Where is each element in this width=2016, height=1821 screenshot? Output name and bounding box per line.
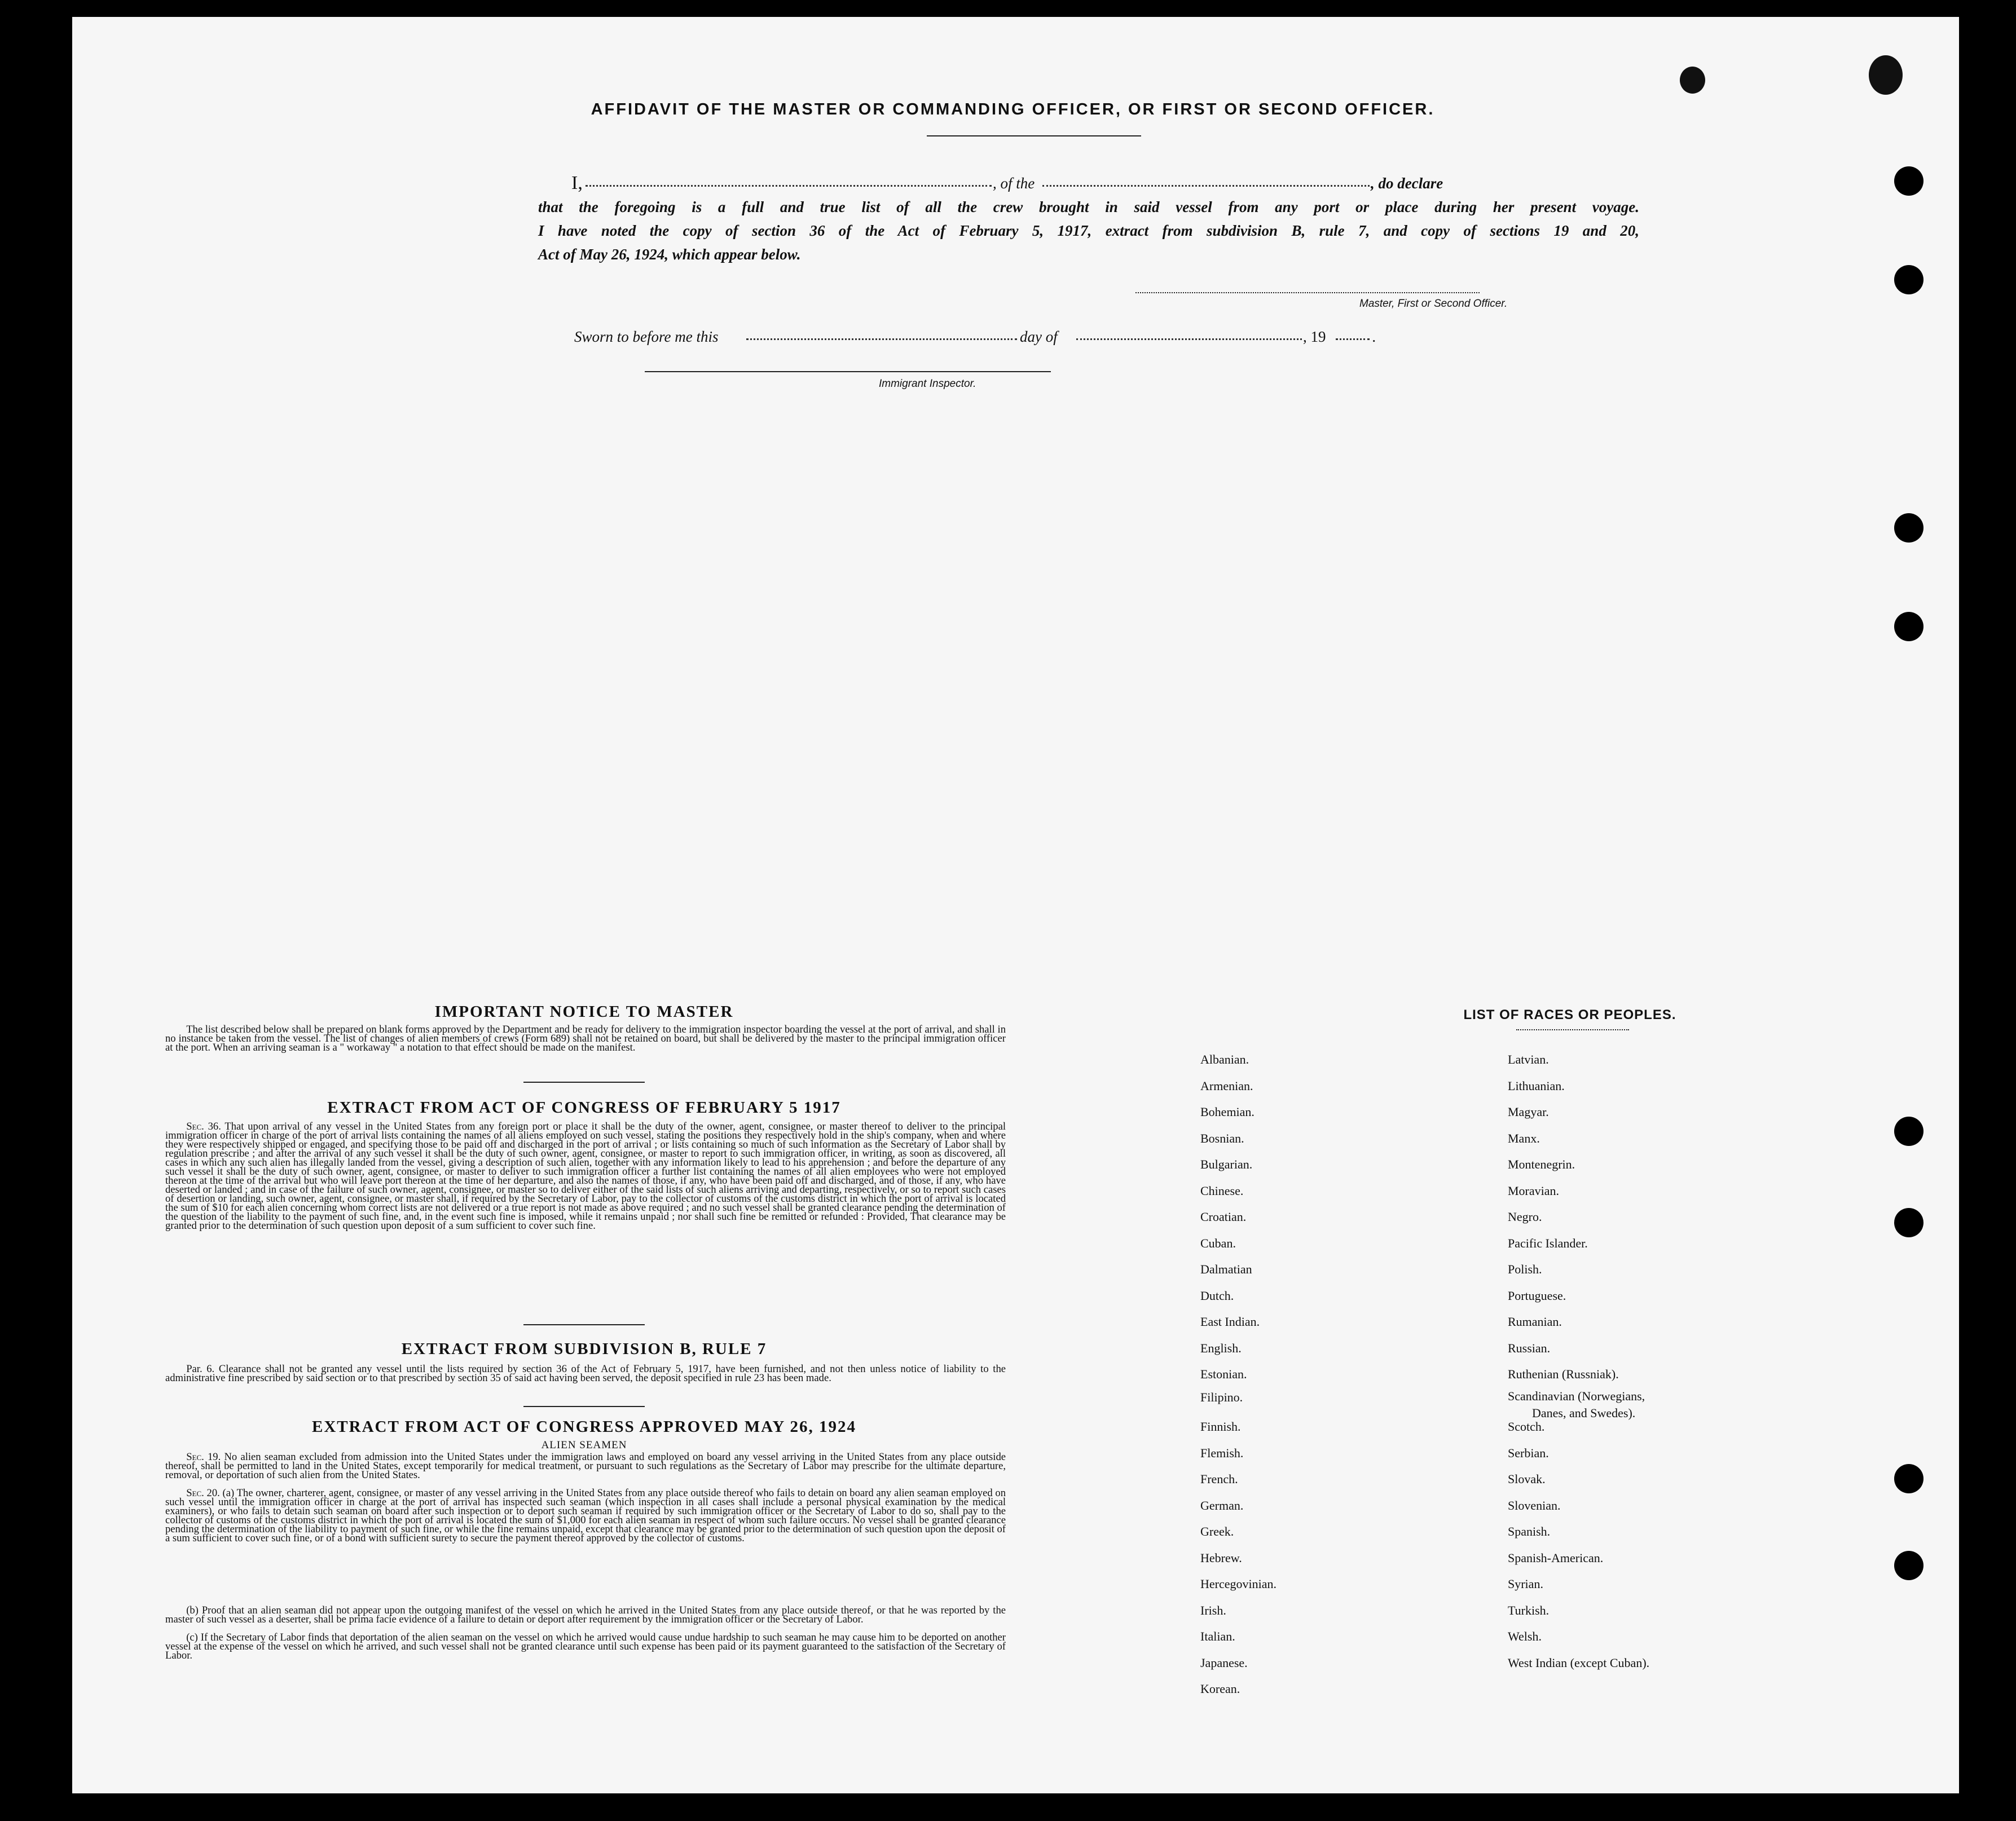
punch-hole: [1894, 265, 1923, 294]
race-item: Bulgarian.: [1200, 1157, 1253, 1171]
sworn-day-line: [746, 338, 1017, 340]
race-item: Finnish.: [1200, 1419, 1241, 1434]
ink-smudge: [1680, 67, 1705, 94]
race-item: Scandinavian (Norwegians,: [1508, 1388, 1645, 1403]
punch-hole: [1894, 166, 1923, 196]
extract-1924-title: EXTRACT FROM ACT OF CONGRESS APPROVED MAY 26, 1924: [312, 1418, 856, 1436]
race-item: Dutch.: [1200, 1288, 1234, 1303]
master-label: Master, First or Second Officer.: [1359, 298, 1508, 310]
sworn-month-line: [1076, 338, 1302, 340]
race-item: Korean.: [1200, 1682, 1240, 1696]
race-item: Ruthenian (Russniak).: [1508, 1367, 1619, 1381]
race-item: Slovak.: [1508, 1472, 1546, 1486]
race-item: East Indian.: [1200, 1315, 1260, 1329]
sec-19-text: No alien seaman excluded from admission into the United States under the immigration laws and employed on board any vessel arriving in the United States from any place outside thereof, shall be permitted to land in the United States, except temporarily for medical treatment, or pursuant to such regulations as the Secretary of Labor may prescribe for the ultimate departure, removal, or deportation of such alien from the United States.: [165, 1451, 1006, 1481]
affidavit-of-the: , of the: [993, 175, 1035, 192]
sec-20b: (b) Proof that an alien seaman did not appear upon the outgoing manifest of the vessel on which he arrived in the United States from any place outside thereof, or that he was reported by the master of such vessel as a deserter, shall be prima facie evidence of a failure to detain or deport after requirement by the immigration officer or the Secretary of Labor.: [165, 1604, 1006, 1625]
race-item: Flemish.: [1200, 1445, 1244, 1460]
ink-smudge: [1869, 55, 1903, 95]
punch-hole: [1894, 612, 1923, 641]
race-item: Negro.: [1508, 1210, 1542, 1224]
punch-hole: [1894, 513, 1923, 543]
race-item: Magyar.: [1508, 1105, 1549, 1119]
race-item: Italian.: [1200, 1629, 1235, 1643]
notice-title: IMPORTANT NOTICE TO MASTER: [434, 1003, 734, 1021]
sec-20a-text: (a) The owner, charterer, agent, consignee, or master of any vessel arriving in the United States from any place outside thereof who fails to detain on board any alien seaman employed on such vessel until the immigration officer in charge at the port of arrival has inspected such seaman (which inspection in all cases shall include a personal physical examination by the medical examiners), or who fails to detain such seaman on board after such inspection or to deport such seaman if required by such immigration officer or the Secretary of Labor to do so, shall pay to the collector of customs of the customs district in which the port of arrival is located the sum of $1,000 for each alien seaman in respect of whom such failure occurs. No vessel shall be granted clearance pending the determination of the liability to payment of such fine, or while the fine remains unpaid, except that clearance may be granted prior to the determination of such question upon the deposit of a sum sufficient to cover such fine, or of a bond with sufficient surety to secure the payment thereof approved by the collector of customs.: [165, 1487, 1006, 1544]
race-item: Portuguese.: [1508, 1288, 1566, 1303]
race-item: Bohemian.: [1200, 1105, 1255, 1119]
section-divider: [523, 1324, 645, 1325]
race-item: Hercegovinian.: [1200, 1577, 1276, 1591]
sec-19: [165, 1453, 1006, 1480]
race-item: English.: [1200, 1341, 1242, 1355]
sec-20c: (c) If the Secretary of Labor finds that deportation of the alien seaman on the vessel on which he arrived would cause undue hardship to such seaman he may cause him to be deported on another vessel at the expense of the vessel on which he arrived, and such vessel shall not be granted clearance until such expense has been paid or its payment guaranteed to the satisfaction of the Secretary of Labor.: [165, 1632, 1006, 1661]
race-item: Turkish.: [1508, 1603, 1550, 1617]
race-item: Pacific Islander.: [1508, 1236, 1588, 1250]
race-item: Slovenian.: [1508, 1498, 1561, 1513]
sworn-year: , 19: [1303, 328, 1326, 345]
section-divider: [523, 1406, 645, 1407]
race-item: Syrian.: [1508, 1577, 1543, 1591]
race-item: Cuban.: [1200, 1236, 1236, 1250]
race-item: Greek.: [1200, 1524, 1234, 1538]
race-item: Spanish.: [1508, 1524, 1551, 1538]
race-item: Filipino.: [1200, 1390, 1243, 1404]
affidavit-do-declare: , do declare: [1371, 175, 1443, 192]
race-item: Bosnian.: [1200, 1131, 1244, 1145]
race-item: Serbian.: [1508, 1445, 1549, 1460]
inspector-label: Immigrant Inspector.: [879, 378, 976, 390]
par-6-label: Par. 6.: [186, 1363, 215, 1375]
extract-1917-text: [165, 1122, 1006, 1231]
punch-hole: [1894, 1551, 1923, 1580]
affidavit-last-line: Act of May 26, 1924, which appear below.: [538, 246, 801, 263]
race-item: Hebrew.: [1200, 1550, 1242, 1565]
race-item: Manx.: [1508, 1131, 1540, 1145]
race-item: Scotch.: [1508, 1419, 1545, 1434]
punch-hole: [1894, 1208, 1923, 1237]
subdivision-text: [165, 1365, 1006, 1383]
extract-1917-title: EXTRACT FROM ACT OF CONGRESS OF FEBRUARY 5 1917: [327, 1099, 841, 1117]
sworn-year-line: [1336, 338, 1370, 340]
race-item: West Indian (except Cuban).: [1508, 1655, 1650, 1670]
race-item: Welsh.: [1508, 1629, 1542, 1643]
sec-20-label: Sec. 20.: [186, 1487, 220, 1499]
race-item: Moravian.: [1508, 1183, 1560, 1198]
sworn-day-of: day of: [1020, 328, 1058, 345]
inspector-signature-line: [645, 371, 1051, 372]
sworn-prefix: Sworn to before me this: [574, 328, 719, 345]
race-item: Polish.: [1508, 1262, 1542, 1276]
sec-19-label: Sec. 19.: [186, 1451, 221, 1463]
name-field-line: [586, 185, 992, 187]
race-item: Russian.: [1508, 1341, 1551, 1355]
races-title-underline: [1516, 1029, 1629, 1030]
affidavit-i: I,: [571, 173, 583, 193]
affidavit-line: that the foregoing is a full and true list of all the crew brought in said vessel from any port or place during her present voyage.: [538, 199, 1639, 215]
race-item: Rumanian.: [1508, 1315, 1562, 1329]
section-divider: [523, 1082, 645, 1083]
races-title: LIST OF RACES OR PEOPLES.: [1463, 1007, 1676, 1022]
master-signature-line: [1135, 292, 1480, 293]
race-item: Spanish-American.: [1508, 1550, 1604, 1565]
race-item: French.: [1200, 1472, 1238, 1486]
race-item: Croatian.: [1200, 1210, 1247, 1224]
alien-seamen-subtitle: ALIEN SEAMEN: [541, 1439, 627, 1451]
sec-36-label: Sec. 36.: [186, 1121, 221, 1132]
race-item: Chinese.: [1200, 1183, 1244, 1198]
race-item: Japanese.: [1200, 1655, 1248, 1670]
race-item: Irish.: [1200, 1603, 1226, 1617]
affidavit-line: I have noted the copy of section 36 of the Act of February 5, 1917, extract from subdivision B, rule 7, and copy of sections 19 and 20,: [538, 222, 1639, 239]
affidavit-title: AFFIDAVIT OF THE MASTER OR COMMANDING OFFICER, OR FIRST OR SECOND OFFICER.: [591, 100, 1435, 118]
race-item: Albanian.: [1200, 1052, 1249, 1066]
race-item: Montenegrin.: [1508, 1157, 1575, 1171]
race-item: Armenian.: [1200, 1078, 1253, 1093]
par-6-text: Clearance shall not be granted any vessel until the lists required by section 36 of the Act of February 5, 1917, have been furnished, and not then unless notice of liability to the administrative fine prescribed by said section or to that prescribed by section 35 of said act having been served, the deposit specified in rule 23 has been made.: [165, 1363, 1006, 1384]
punch-hole: [1894, 1464, 1923, 1493]
subdivision-title: EXTRACT FROM SUBDIVISION B, RULE 7: [401, 1340, 767, 1358]
race-item: German.: [1200, 1498, 1244, 1513]
race-item: Lithuanian.: [1508, 1078, 1565, 1093]
document-page: [72, 17, 1959, 1793]
notice-text: The list described below shall be prepared on blank forms approved by the Department and be ready for delivery to the immigration inspector boarding the vessel at the port of arrival, and shall in no instance be taken from the vessel. The list of changes of alien members of crews (Form 689) shall not be retained on board, but shall be delivered by the master to the principal immigration officer at the port. When an arriving seaman is a " workaway " a notation to that effect should be made on the manifest.: [165, 1024, 1006, 1053]
vessel-field-line: [1042, 185, 1370, 187]
sworn-end: .: [1372, 328, 1376, 345]
punch-hole: [1894, 1117, 1923, 1146]
title-underline: [927, 135, 1141, 136]
race-item: Dalmatian: [1200, 1262, 1252, 1276]
race-item: Estonian.: [1200, 1367, 1247, 1381]
race-item: Danes, and Swedes).: [1532, 1405, 1636, 1420]
race-item: Latvian.: [1508, 1052, 1549, 1066]
sec-36-text: That upon arrival of any vessel in the United States from any foreign port or place it shall be the duty of the owner, agent, consignee, or master thereof to deliver to the principal immigration officer in charge of the port of arrival lists containing the names of all aliens employed on such vessel, stating the positions they respectively hold in the ship's company, when and where they were respectively shipped or engaged, and specifying those to be paid off and discharged in the port of arrival ; or lists containing so much of such information as the Secretary of Labor shall by regulation prescribe ; and after the arrival of any such vessel it shall be the duty of such owner, agent, consignee, or master to report to such immigration officer, in writing, as soon as discovered, all cases in which any such alien has illegally landed from the vessel, giving a description of such alien, together with any information likely to lead to his apprehension ; and before the departure of any such vessel it shall be the duty of such owner, agent, consignee, or master to deliver to such immigration officer a further list containing the names of all alien employees who were not employed thereon at the time of the arrival but who will leave port thereon at the time of her departure, and also the names of those, if any, who have been paid off and discharged, and of those, if any, who have deserted or landed ; and in case of the failure of such owner, agent, consignee, or master so to deliver either of the said lists of such aliens arriving and departing, respectively, or so to report such cases of desertion or landing, such owner, agent, consignee, or master shall, if required by the Secretary of Labor, pay to the collector of customs of the customs district in which the port of arrival is located the sum of $10 for each alien concerning whom correct lists are not delivered or a true report is not made as above required ; and no such vessel shall be granted clearance pending the determination of the question of the liability to the payment of such fine, and, in the event such fine is imposed, while it remains unpaid ; nor shall such fine be remitted or refunded : Provided, That clearance may be granted prior to the determination of such question upon deposit of a sum sufficient to cover such fine.: [165, 1121, 1006, 1232]
sec-20a: [165, 1489, 1006, 1543]
